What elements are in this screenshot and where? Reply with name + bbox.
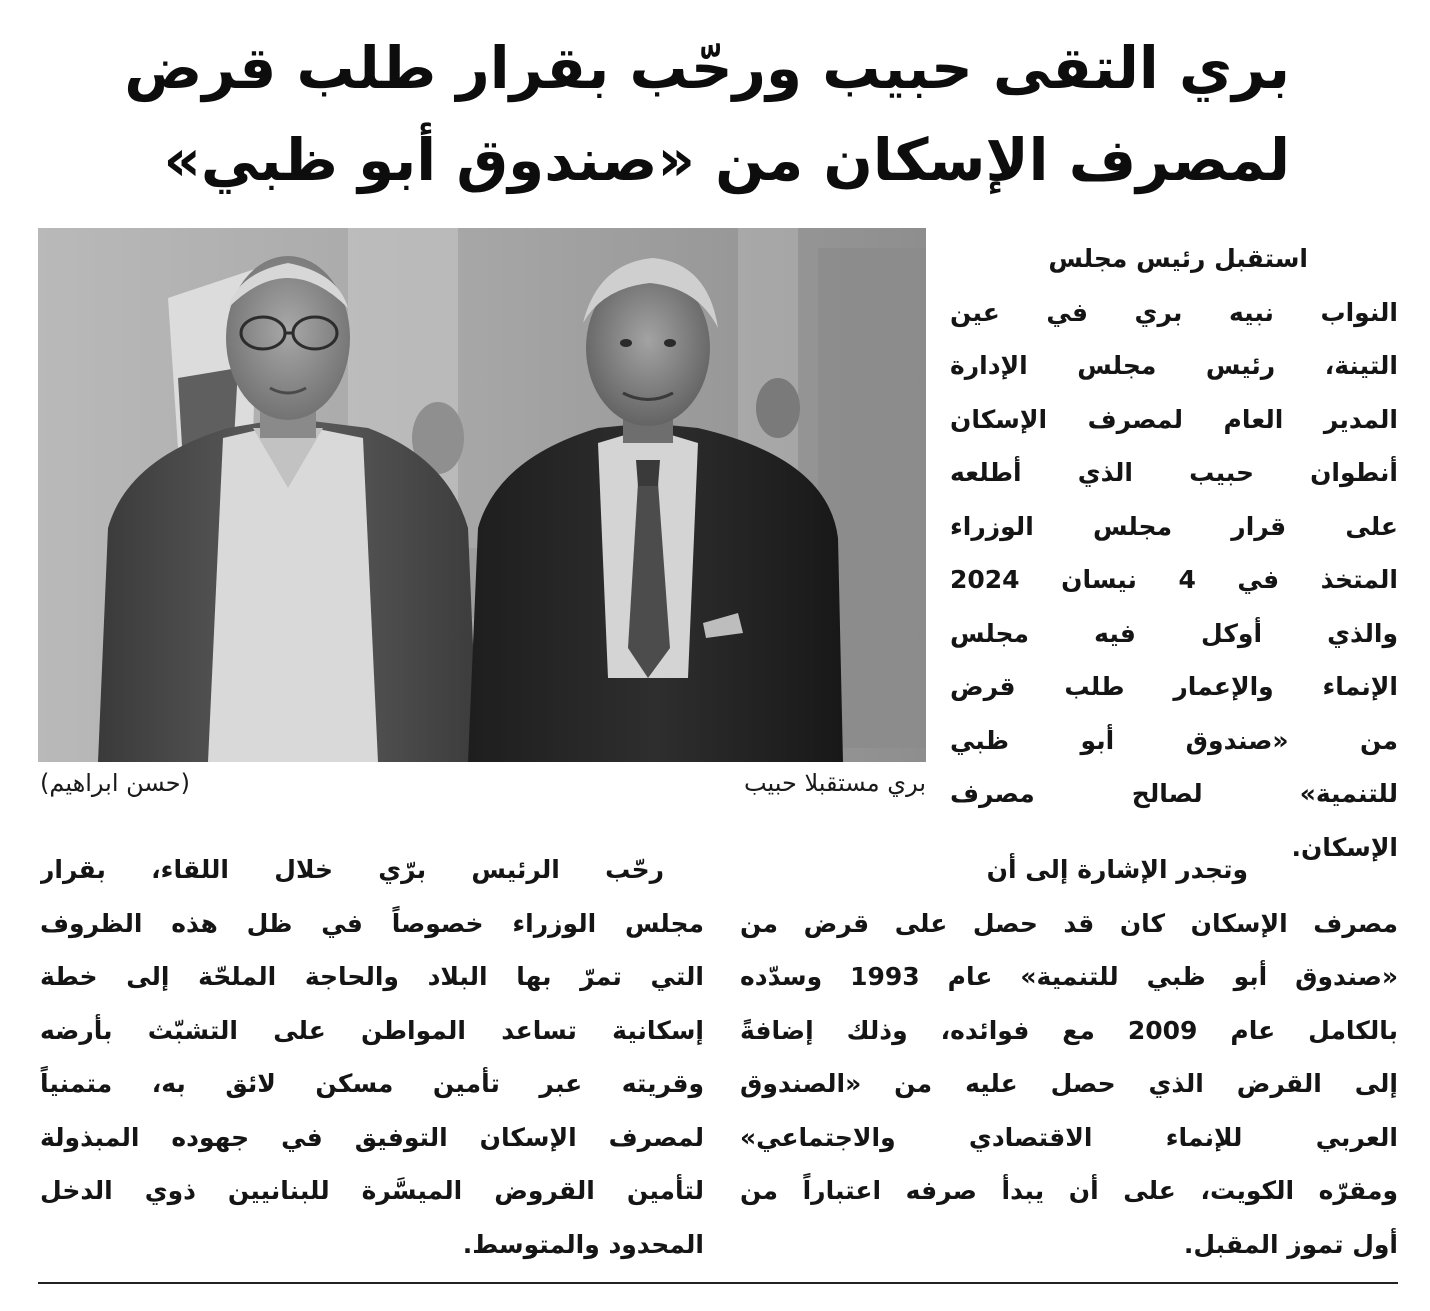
paragraph-3-line: المحدود والمتوسط. <box>462 1229 704 1259</box>
paragraph-1-line: النواب نبيه بري في عين <box>950 297 1398 327</box>
paragraph-2-line: أول تموز المقبل. <box>1183 1229 1398 1259</box>
headline-line-2: لمصرف الإسكان من «صندوق أبو ظبي» <box>163 126 1290 194</box>
paragraph-3-line: وقريته عبر تأمين مسكن لائق به، متمنياً <box>40 1069 704 1098</box>
paragraph-1-line: استقبل رئيس مجلس <box>1048 244 1308 273</box>
paragraph-2-line: إلى القرض الذي حصل عليه من «الصندوق <box>740 1069 1398 1098</box>
paragraph-1-line: المتخذ في 4 نيسان 2024 <box>950 565 1398 594</box>
paragraph-1-line: المدير العام لمصرف الإسكان <box>950 404 1398 434</box>
paragraph-1-line: من «صندوق أبو ظبي <box>950 725 1398 755</box>
article-column-right <box>950 232 1398 874</box>
article-column-bottom-right <box>740 843 1398 1271</box>
paragraph-2-line: وتجدر الإشارة إلى أن <box>986 855 1248 884</box>
paragraph-2-line: العربي للإنماء الاقتصادي والاجتماعي» <box>740 1122 1398 1152</box>
paragraph-1-line: الإسكان. <box>1291 832 1398 862</box>
photo-caption: بري مستقبلا حبيب <box>743 769 926 797</box>
photo-credit: (حسن ابراهيم) <box>40 769 190 797</box>
paragraph-2-line: مصرف الإسكان كان قد حصل على قرض من <box>740 908 1398 938</box>
paragraph-1-line: أنطوان حبيب الذي أطلعه <box>950 458 1398 487</box>
paragraph-1-line: على قرار مجلس الوزراء <box>950 511 1398 541</box>
paragraph-3-line: إسكانية تساعد المواطن على التشبّث بأرضه <box>40 1015 704 1045</box>
headline-line-1: بري التقى حبيب ورحّب بقرار طلب قرض <box>124 34 1290 102</box>
paragraph-1-line: الإنماء والإعمار طلب قرض <box>950 672 1398 701</box>
article-column-bottom-left <box>40 843 704 1271</box>
bottom-rule <box>38 1282 1398 1284</box>
paragraph-3-line: رحّب الرئيس برّي خلال اللقاء، بقرار <box>40 855 664 884</box>
paragraph-1-line: التينة، رئيس مجلس الإدارة <box>950 351 1398 380</box>
paragraph-1-line: والذي أوكل فيه مجلس <box>950 618 1398 648</box>
paragraph-2-line: بالكامل عام 2009 مع فوائده، وذلك إضافةً <box>740 1015 1398 1045</box>
paragraph-2-line: ومقرّه الكويت، على أن يبدأ صرفه اعتباراً من <box>740 1176 1398 1205</box>
paragraph-1-line: للتنمية» لصالح مصرف <box>950 779 1398 808</box>
headline <box>124 22 1290 206</box>
paragraph-3-line: مجلس الوزراء خصوصاً في ظل هذه الظروف <box>40 908 704 938</box>
paragraph-3-line: التي تمرّ بها البلاد والحاجة الملحّة إلى خطة <box>40 962 704 991</box>
paragraph-3-line: لمصرف الإسكان التوفيق في جهوده المبذولة <box>40 1122 704 1152</box>
paragraph-3-line: لتأمين القروض الميسَّرة للبنانيين ذوي الدخل <box>40 1176 704 1205</box>
article-photo <box>38 228 926 762</box>
paragraph-2-line: «صندوق أبو ظبي للتنمية» عام 1993 وسدّده <box>740 962 1398 991</box>
